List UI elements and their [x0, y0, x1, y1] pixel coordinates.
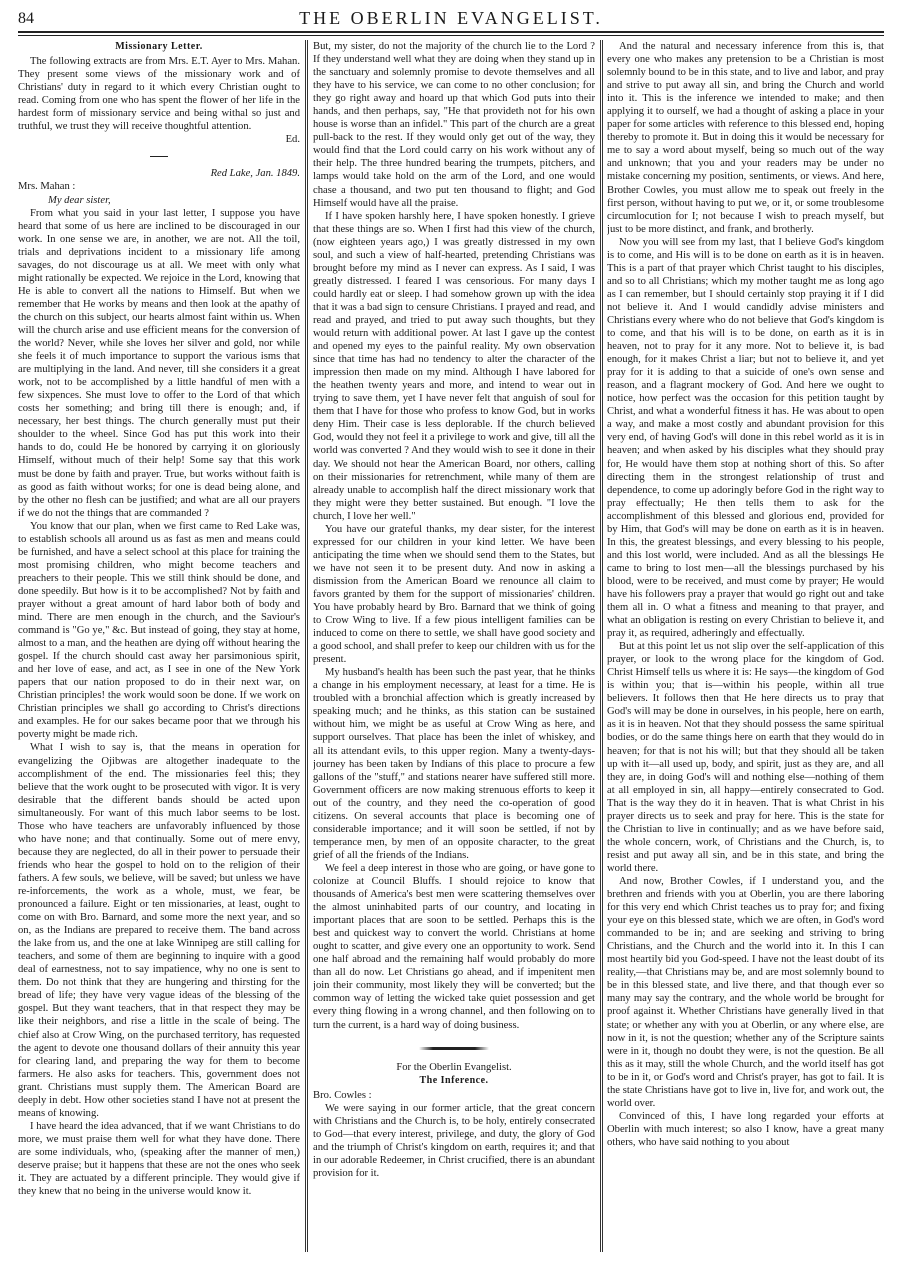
- article-heading: Missionary Letter.: [115, 41, 203, 52]
- column-2: [313, 40, 595, 1252]
- addressee: Mrs. Mahan :: [18, 181, 76, 193]
- paragraph: You have our grateful thanks, my dear sister, for the interest expressed for our children in your kind letter. We have been anticipating the time when we should send them to the States, but we have not seen it to be present duty. And now in asking a dismission from the American Board we renounce all claim to favors granted by them for the support of missionaries' children. You have probably heard by Bro. Barnard that we think of going to Crow Wing to live. If a few pious intelligent families can be induced to come on there to settle, we shall have good society and a good school, and shall prefer to keep our children with us for the present.: [313, 523, 595, 666]
- salutation: My dear sister,: [48, 194, 111, 206]
- masthead-title: THE OBERLIN EVANGELIST.: [299, 8, 603, 28]
- paragraph: You know that our plan, when we first came to Red Lake was, to establish schools all around us as fast as men and means could be furnished, and have a select school at this place for training the most promising children, who might become teachers and preachers to their people. This we still think should be done, and done speedily. But how is it to be accomplished? Not by faith and prayer without a great amount of hard labor both of body and mind. There are men enough in the church, and the Saviour's command is "Go ye," &c. But instead of going, they stay at home, almost to a man, and the heathen are dying off without hearing the gospel. If the church should cast away her parsimonious spirit, and her love of ease, and act, as I see in one of the New York papers that our nation proposed to do in their next war, on Christian principles! the work would soon be done. If we work on Christian principles we shall go according to Christ's directions and examples. He for our sakes became poor that we through his poverty might be made rich.: [18, 520, 300, 741]
- header-rule-thin: [18, 35, 884, 36]
- paragraph: We feel a deep interest in those who are going, or have gone to colonize at Council Bluffs. I should rejoice to know that thousands of America's best men were scattering themselves over the almost uninhabited parts of our country, and locating in important places that are soon to be settled. Perhaps this is the best and quickest way to convert the world. Christians at home ought to scatter, and give every one an opportunity to work. Send one half abroad and the remaining half would probably do more than all do now. Let Christians go ahead, and if impenitent men join their community, most likely they will be converted; but the common way of letting the wicked take quiet possession and get every thing flowing in a wrong channel, and then following on to turn the current, is a hard way of doing business.: [313, 862, 595, 1031]
- paragraph: What I wish to say is, that the means in operation for evangelizing the Ojibwas are altogether inadequate to the accomplishment of the end. The missionaries feel this; they believe that the work ought to be prosecuted with vigor. It is very desirable that the different bands should be acted upon simultaneously. For want of this much labor seems to be lost. Those who have teachers are unfavorably influenced by those who have none; and that continually. Some out of mere envy, because they are neglected, do all in their power to persuade their friends who hear the gospel to hold on to the religion of their fathers. A few souls, we believe, will be saved; but unless we have re-inforcements, the work as a whole, must, we fear, be pronounced a failure. Eight or ten missionaries, at least, ought to come on with Bro. Barnard, and some more the next year, and so on, as the Indians are prepared to receive them. The band across the lake from us, and the one at lake Winnipeg are still calling for teachers, and some of them are beginning to inquire with a good deal of earnestness, not to say impatience, why no one is sent to them. Do not think that they are hungering and thirsting for the bread of life; they have very vague ideas of the blessing of the gospel. But they want teachers, that in that respect they may be like their neighbors, and rise a little in the scale of being. The chief also at Crow Wing, on the purchased territory, has requested the agent to devote one thousand dollars of their annuity this year for clearing land, and preparing the way for them to become farmers. He also asks for teachers. This, government does not grant. Christians must supply them. The American Board are deeply in debt. How other societies stand I have not at present the means of knowing.: [18, 742, 300, 1119]
- paragraph: If I have spoken harshly here, I have spoken honestly. I grieve that these things are so. When I first had this view of the church, (now eighteen years ago,) I was greatly distressed in my own soul, and such a view of half-hearted, pretending Christians was brought before my mind as I never can express. As I said, I was greatly distressed. I feared I was censorious. For many days I could hardly eat or sleep. I had somehow grown up with the idea that it was a bad sign to censure Christians. I prayed and read, and read and prayed, and tried to put away such thoughts, but they would return with additional power. At last I gave up the contest and opened my eyes to the painful reality. My own observation since that time has had no tendency to alter the character of the impression then made on my mind. Although I have labored for the heathen twenty years and more, and intend to wear out in trying to save them, yet I have never felt that anguish of soul for them that I have for those who profess to know God, but in works deny Him. Their case is less deplorable. If the church believed God, would they not feel it a privilege to work and give, till all the world was converted ? And they would wish to see it done in their day. We should not hear the American Board, nor others, calling on their missionaries for retrenchment, while many of them are already unable to accomplish half the direct missionary work that they might were they better sustained. But enough. "I love the church, I love her well.": [313, 210, 595, 522]
- article-heading: The Inference.: [419, 1074, 489, 1086]
- dateline: Red Lake, Jan. 1849.: [210, 168, 300, 180]
- header-rule: [18, 31, 884, 33]
- intro-paragraph: The following extracts are from Mrs. E.T. Ayer to Mrs. Mahan. They present some views of the missionary work and of Christians' duty in regard to it which every Christian ought to read. Coming from one who has spent the flower of her life in the hardest form of missionary service and being withal so just and truthful, we trust they will receive thoughtful attention.: [18, 56, 300, 133]
- separator-dash: [18, 150, 300, 163]
- page-number: 84: [18, 10, 34, 27]
- column-1: [18, 40, 300, 1252]
- editor-signature: Ed.: [285, 134, 300, 146]
- paragraph: But, my sister, do not the majority of the church lie to the Lord ? If they understand well what they are doing when they stand up in the sanctuary and solemnly promise to devote themselves and all they have to his service, we can come to no other conclusion; for they go right away and hoard up that which God puts into their hands, and then perhaps, say, "He that provideth not for his own house is worse than an infidel." This part of the church are a great pull-back to the rest. If they would only get out of the way, they would find that the Lord could carry on his work without any of their help. The three hundred bearing the trumpets, pitchers, and lamps would take hold on the arm of the Lord, and one would chase a thousand, and two put ten thousand to flight; and God Himself would have all the praise.: [313, 41, 595, 209]
- paragraph: Now you will see from my last, that I believe God's kingdom is to come, and His will is to be done on earth as it is in heaven. This is a part of that prayer which Christ taught to his disciples, and so to all Christians; which my mother taught me as long ago as I can remember, but I should certainly stop praying it if I did not believe it. And I would candidly advise ministers and Christians every where who do not believe that God's kingdom is to come, and that his will is to be done, on earth as it is in heaven, not to pray for it any more. Not to believe it, is bad enough, for it makes Christ a liar; but not to believe it, and yet pray for it is adding to that a suicide of one's own sense and reason, and a flagrant mockery of God. And here we ought to notice, how perfect was the occasion for this petition taught by Christ, and what a wonderful fitness it has. He was about to open a way, and make a most costly and abundant provision for this very end, of having God's will done in this rebel world as it is in heaven; and when asked by his disciples what they should pray for, He would have them stop at nothing short of this. So after directing them in the strongest relationship of trust and dependence, to come up adoringly before God in the right way to pray effectually; He then tells them to ask for the accomplishment of this blessed and glorious end, provided for by Him, that God's will may be done on earth as it is in heaven. In this, the greatest blessings, and every blessing to his people, and this lost world, were included. And as all the blessings He came to bring to lost men—all the blessings purchased by his blood, were to be received, and must come by prayer; He would have his followers pray a prayer that would go right out and take them all in. O what a fitness and meaning to that prayer, and what an obligation is resting on every Christian to believe it, and pray it, as required, adheringly and effectually.: [607, 236, 884, 640]
- paragraph: But at this point let us not slip over the self-application of this prayer, or look to the wrong place for the kingdom of God. Christ Himself tells us where it is: He says—the kingdom of God is within you; that is—within his people, within all true believers. It follows then that He here directs us to pray that God's will may be done in ourselves, in his people, here on earth, as it is in heaven. Not that they should possess the same spiritual bodies, or do the same things here on earth that they would do in heaven; for that is not his will; but that they should all be taken up with it—all used up, body, and spirit, just as they are, and all they are, in doing God's will and nothing else—nothing of them at all employed in sin, all happy—entirely consecrated to God. That is the way they do it in heaven. That is what Christ in his prayer directs us to seek and pray for here. This is the state for the Christian to live in continually; and as we have before said, the whole concern, work, of Christians and the Church, is, to resist and put away all sin, and be in this state, and bring the world there.: [607, 641, 884, 874]
- page-header: [18, 6, 884, 32]
- paragraph: My husband's health has been such the past year, that he thinks a change in his employment necessary, at least for a time. He is troubled with a bronchial affection which is greatly increased by speaking much; and he thinks, as this station can be sustained without him, we might be as useful at Crow Wing as here, and support ourselves. That place has been the inlet of whiskey, and all its attendant evils, to this upper region. Many a twenty-days-journey has been taken by Indians of this place to procure a few gallons of the "stuff," and stations nearer have suffered still more. Government officers are now making strenuous efforts to keep it out of the country, and they need the co-operation of good citizens. On several accounts that place is becoming one of considerable importance; and it will soon be settled, if not by temperance men, by men of an opposite character, to the great grief of all the friends of the Indians.: [313, 667, 595, 861]
- paragraph: We were saying in our former article, that the great concern with Christians and the Church is, to be holy, entirely consecrated to God—that every interest, privilege, and duty, the glory of God and the triumph of Christ's kingdom on earth, requires it; and that in our adorable Redeemer, in Christ crucified, there is an abundant provision for it.: [313, 1102, 595, 1179]
- column-divider: [307, 40, 309, 1252]
- paragraph: From what you said in your last letter, I suppose you have heard that some of us here are inclined to be discouraged in our work. In one sense we are, in another, we are not. All the toil, trials and deprivations incident to a missionary life among savages, do not discourage us at all. We meet with only what might rationally be expected. We rejoice in the Lord, knowing that He is able to convert all the nations to Himself. But when we remember that He works by means and then look at the apathy of the church on this subject, our hearts almost faint within us. When will the church arise and use efficient means for the conversion of the world? Never, while she loves her silver and gold, nor while she feels it of much importance to support the various isms that are multiplying in the land. And never, till she considers it a great work, not to be accomplished by a little handful of men with a few sixpences. She must love to offer to the Lord of that which costs her something; and bring till there is enough; and, if necessary, her best things. The church generally must put their shoulder to the wheel. Since God has put this work into their hands to do, could He be honored by carrying it on gloriously Himself, without much of their help! Some say that this work must be done by faith and prayer. True, but works without faith is as good as faith without works; for one is dead being alone, and by the other no flesh can be justified; and what are all our prayers if we do not the things that are commanded ?: [18, 207, 300, 519]
- column-divider: [602, 40, 604, 1252]
- addressee: Bro. Cowles :: [313, 1089, 372, 1101]
- paragraph: Convinced of this, I have long regarded your efforts at Oberlin with much interest; so also I know, have a great many others, who have said nothing to you about: [607, 1110, 884, 1148]
- paragraph: I have heard the idea advanced, that if we want Christians to do more, we must praise them well for what they have done. There are some individuals, who, (speaking after the manner of men,) deserve praise; but it happens that these are not the ones who seek it. They are actuated by a different principle. They would give if they knew that no being in the universe would know it.: [18, 1120, 300, 1198]
- for-line: For the Oberlin Evangelist.: [396, 1061, 512, 1073]
- paragraph: And the natural and necessary inference from this is, that every one who makes any pretension to be a Christian is most solemnly bound to be in this state, and to live and labor, and pray and strive to put away all sin, and bring the Church and world into it. This is the inference we intended to make; and then applying it to ourself, we had a thought of asking a place in your paper for some articles with reference to this blessed end, hoping thereby to promote it. But in doing this it would be necessary for me to say a word about myself, being so much out of the way and unknown; that you and your readers may be under no mistake concerning my position, sentiments, or views. And here, Brother Cowles, you must allow me to speak out freely in the first person, without having to put we, or it, or some troublesome circumlocution for I; not because I wish to preach myself, but just to be more distinct, and frank, and brotherly.: [607, 41, 884, 235]
- section-ornament: [313, 1042, 595, 1055]
- column-3: [607, 40, 884, 1252]
- paragraph: And now, Brother Cowles, if I understand you, and the brethren and friends with you at Oberlin, you are there laboring for this very end which Christ teaches us to pray for; and fixing your eye on this blessed state, which we are often, in God's word commanded to be in; and are seeking and striving to bring Christians, and the Church and the world into it. In this I can most heartily bid you God-speed. I have not the least doubt of its reality,—that Christians may be, and are most solemnly bound to be in this blessed state, and live there, and that though ever so many may say the contrary, and the whole world be brought for proof against it. Whether Christians have generally lived in that state; or whether any with you at Oberlin, or any where else, are now in it, is not the question; whether any of the Scripture saints were in it, though no doubt they were, is not the question. Be all this as it may, still the whole Church, and the world itself has got to be in it, or God's word and Christ's prayer, has got to fail. It is the state Christians have got to live in, live for, and work out, the world over.: [607, 876, 884, 1109]
